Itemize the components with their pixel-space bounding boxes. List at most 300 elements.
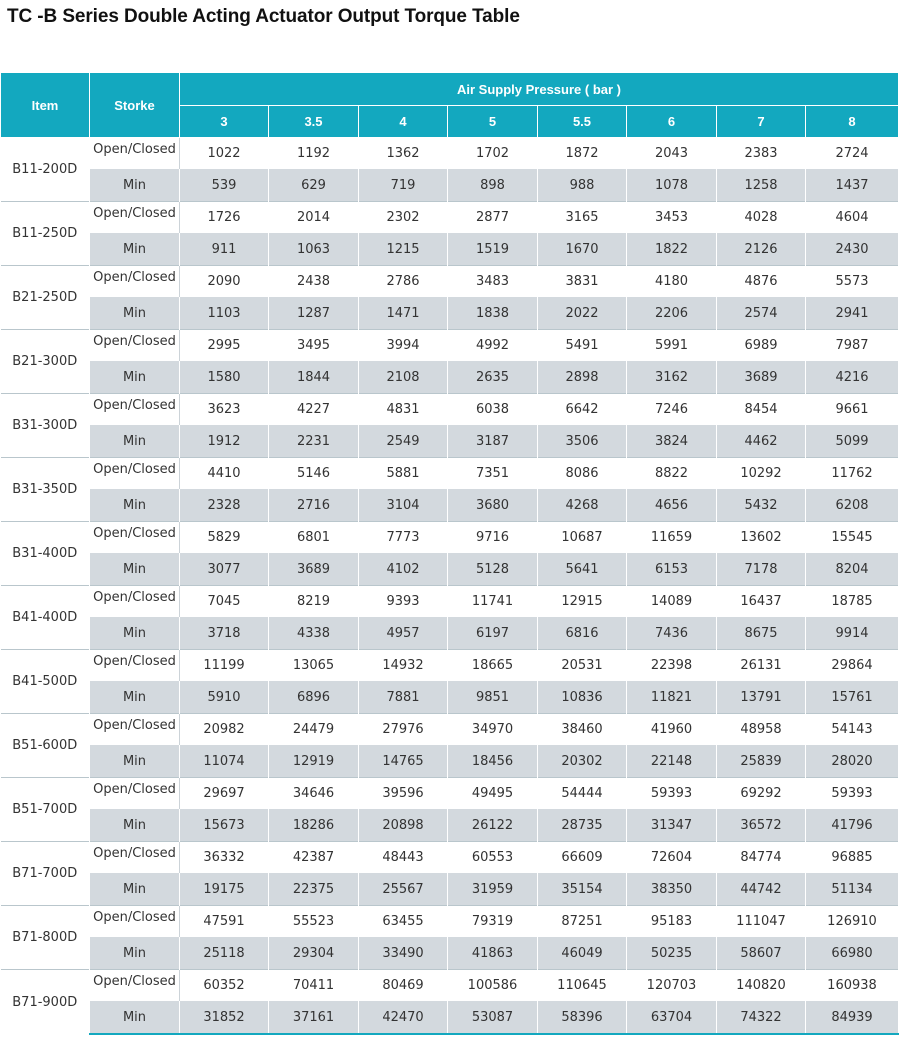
torque-value: 6816 xyxy=(538,617,627,650)
torque-value: 59393 xyxy=(806,778,899,810)
stroke-cell: Min xyxy=(90,681,180,714)
item-cell: B41-500D xyxy=(1,650,90,714)
torque-value: 20302 xyxy=(538,745,627,778)
header-pressure: 6 xyxy=(627,106,717,138)
table-row xyxy=(1,970,899,1002)
torque-value: 1287 xyxy=(269,297,359,330)
torque-value: 18456 xyxy=(448,745,538,778)
torque-value: 51134 xyxy=(806,873,899,906)
torque-value: 11199 xyxy=(180,650,269,682)
table-row xyxy=(1,650,899,682)
torque-value: 3718 xyxy=(180,617,269,650)
torque-value: 14932 xyxy=(359,650,448,682)
torque-value: 29864 xyxy=(806,650,899,682)
torque-value: 3495 xyxy=(269,330,359,362)
torque-value: 29304 xyxy=(269,937,359,970)
torque-value: 3506 xyxy=(538,425,627,458)
torque-value: 4831 xyxy=(359,394,448,426)
stroke-cell: Min xyxy=(90,873,180,906)
torque-value: 54143 xyxy=(806,714,899,746)
torque-value: 41863 xyxy=(448,937,538,970)
torque-value: 11762 xyxy=(806,458,899,490)
table-row xyxy=(1,906,899,938)
torque-value: 24479 xyxy=(269,714,359,746)
torque-value: 18785 xyxy=(806,586,899,618)
torque-value: 84774 xyxy=(717,842,806,874)
torque-value: 5881 xyxy=(359,458,448,490)
stroke-cell: Min xyxy=(90,809,180,842)
torque-value: 2430 xyxy=(806,233,899,266)
stroke-cell: Open/Closed xyxy=(90,970,180,1002)
torque-value: 2574 xyxy=(717,297,806,330)
torque-value: 3623 xyxy=(180,394,269,426)
torque-value: 37161 xyxy=(269,1001,359,1034)
item-cell: B21-300D xyxy=(1,330,90,394)
torque-value: 1580 xyxy=(180,361,269,394)
table-row xyxy=(1,522,899,554)
torque-value: 79319 xyxy=(448,906,538,938)
item-cell: B31-300D xyxy=(1,394,90,458)
stroke-cell: Min xyxy=(90,937,180,970)
torque-value: 120703 xyxy=(627,970,717,1002)
stroke-cell: Min xyxy=(90,425,180,458)
item-cell: B21-250D xyxy=(1,266,90,330)
torque-value: 63704 xyxy=(627,1001,717,1034)
torque-value: 25118 xyxy=(180,937,269,970)
torque-value: 100586 xyxy=(448,970,538,1002)
stroke-cell: Open/Closed xyxy=(90,650,180,682)
stroke-cell: Min xyxy=(90,745,180,778)
torque-value: 5829 xyxy=(180,522,269,554)
torque-value: 5128 xyxy=(448,553,538,586)
torque-value: 6896 xyxy=(269,681,359,714)
torque-value: 3077 xyxy=(180,553,269,586)
stroke-cell: Min xyxy=(90,1001,180,1034)
torque-value: 4216 xyxy=(806,361,899,394)
stroke-cell: Min xyxy=(90,489,180,522)
table-row xyxy=(1,394,899,426)
torque-value: 3831 xyxy=(538,266,627,298)
stroke-cell: Min xyxy=(90,169,180,202)
torque-value: 2108 xyxy=(359,361,448,394)
item-cell: B71-700D xyxy=(1,842,90,906)
torque-value: 22375 xyxy=(269,873,359,906)
torque-value: 629 xyxy=(269,169,359,202)
torque-value: 5099 xyxy=(806,425,899,458)
stroke-cell: Min xyxy=(90,233,180,266)
torque-value: 15545 xyxy=(806,522,899,554)
torque-value: 3104 xyxy=(359,489,448,522)
torque-value: 3187 xyxy=(448,425,538,458)
torque-value: 160938 xyxy=(806,970,899,1002)
table-row xyxy=(1,297,899,330)
torque-value: 42470 xyxy=(359,1001,448,1034)
torque-value: 34646 xyxy=(269,778,359,810)
torque-value: 5491 xyxy=(538,330,627,362)
torque-value: 140820 xyxy=(717,970,806,1002)
torque-value: 7881 xyxy=(359,681,448,714)
torque-value: 22148 xyxy=(627,745,717,778)
table-row xyxy=(1,809,899,842)
torque-value: 4957 xyxy=(359,617,448,650)
torque-value: 60352 xyxy=(180,970,269,1002)
table-row xyxy=(1,873,899,906)
table-row xyxy=(1,681,899,714)
torque-value: 66609 xyxy=(538,842,627,874)
torque-value: 50235 xyxy=(627,937,717,970)
item-cell: B71-800D xyxy=(1,906,90,970)
torque-value: 18665 xyxy=(448,650,538,682)
table-row xyxy=(1,714,899,746)
torque-value: 2898 xyxy=(538,361,627,394)
table-row xyxy=(1,266,899,298)
torque-value: 72604 xyxy=(627,842,717,874)
item-cell: B31-400D xyxy=(1,522,90,586)
item-cell: B51-600D xyxy=(1,714,90,778)
torque-value: 3165 xyxy=(538,202,627,234)
torque-value: 2724 xyxy=(806,138,899,170)
torque-value: 20982 xyxy=(180,714,269,746)
torque-value: 7773 xyxy=(359,522,448,554)
torque-value: 20898 xyxy=(359,809,448,842)
header-pressure: 5.5 xyxy=(538,106,627,138)
torque-value: 31852 xyxy=(180,1001,269,1034)
torque-value: 1912 xyxy=(180,425,269,458)
torque-value: 3689 xyxy=(269,553,359,586)
torque-value: 2022 xyxy=(538,297,627,330)
torque-value: 911 xyxy=(180,233,269,266)
stroke-cell: Open/Closed xyxy=(90,522,180,554)
torque-value: 1844 xyxy=(269,361,359,394)
table-row xyxy=(1,425,899,458)
torque-value: 42387 xyxy=(269,842,359,874)
torque-value: 5146 xyxy=(269,458,359,490)
torque-value: 1872 xyxy=(538,138,627,170)
torque-value: 1437 xyxy=(806,169,899,202)
torque-value: 49495 xyxy=(448,778,538,810)
torque-value: 3483 xyxy=(448,266,538,298)
torque-value: 28020 xyxy=(806,745,899,778)
torque-value: 11074 xyxy=(180,745,269,778)
stroke-cell: Min xyxy=(90,361,180,394)
header-item: Item xyxy=(1,73,90,138)
torque-value: 4180 xyxy=(627,266,717,298)
torque-value: 41960 xyxy=(627,714,717,746)
torque-value: 35154 xyxy=(538,873,627,906)
header-air-supply-pressure: Air Supply Pressure ( bar ) xyxy=(180,73,899,106)
torque-value: 1702 xyxy=(448,138,538,170)
torque-value: 8822 xyxy=(627,458,717,490)
torque-value: 2328 xyxy=(180,489,269,522)
torque-value: 22398 xyxy=(627,650,717,682)
torque-value: 14765 xyxy=(359,745,448,778)
item-cell: B41-400D xyxy=(1,586,90,650)
torque-value: 4876 xyxy=(717,266,806,298)
torque-value: 1362 xyxy=(359,138,448,170)
torque-value: 1471 xyxy=(359,297,448,330)
table-row xyxy=(1,842,899,874)
torque-value: 54444 xyxy=(538,778,627,810)
torque-value: 10292 xyxy=(717,458,806,490)
torque-value: 11741 xyxy=(448,586,538,618)
stroke-cell: Open/Closed xyxy=(90,842,180,874)
torque-value: 11659 xyxy=(627,522,717,554)
header-stroke: Storke xyxy=(90,73,180,138)
torque-value: 53087 xyxy=(448,1001,538,1034)
header-pressure: 7 xyxy=(717,106,806,138)
torque-value: 13791 xyxy=(717,681,806,714)
table-row xyxy=(1,330,899,362)
torque-value: 4992 xyxy=(448,330,538,362)
torque-value: 7987 xyxy=(806,330,899,362)
torque-value: 95183 xyxy=(627,906,717,938)
torque-value: 9914 xyxy=(806,617,899,650)
torque-value: 2014 xyxy=(269,202,359,234)
header-pressure: 3.5 xyxy=(269,106,359,138)
torque-value: 41796 xyxy=(806,809,899,842)
torque-value: 47591 xyxy=(180,906,269,938)
torque-value: 2383 xyxy=(717,138,806,170)
item-cell: B11-250D xyxy=(1,202,90,266)
torque-value: 8219 xyxy=(269,586,359,618)
torque-value: 1726 xyxy=(180,202,269,234)
stroke-cell: Min xyxy=(90,617,180,650)
torque-value: 8454 xyxy=(717,394,806,426)
torque-value: 25839 xyxy=(717,745,806,778)
torque-value: 126910 xyxy=(806,906,899,938)
torque-value: 6642 xyxy=(538,394,627,426)
torque-value: 11821 xyxy=(627,681,717,714)
torque-value: 1258 xyxy=(717,169,806,202)
torque-value: 26131 xyxy=(717,650,806,682)
header-pressure: 3 xyxy=(180,106,269,138)
torque-value: 7045 xyxy=(180,586,269,618)
torque-value: 27976 xyxy=(359,714,448,746)
torque-value: 6038 xyxy=(448,394,538,426)
torque-value: 3680 xyxy=(448,489,538,522)
torque-value: 2877 xyxy=(448,202,538,234)
torque-value: 988 xyxy=(538,169,627,202)
torque-value: 13602 xyxy=(717,522,806,554)
torque-value: 4410 xyxy=(180,458,269,490)
torque-value: 28735 xyxy=(538,809,627,842)
stroke-cell: Open/Closed xyxy=(90,202,180,234)
torque-value: 16437 xyxy=(717,586,806,618)
torque-value: 6208 xyxy=(806,489,899,522)
torque-value: 87251 xyxy=(538,906,627,938)
stroke-cell: Open/Closed xyxy=(90,330,180,362)
torque-value: 1838 xyxy=(448,297,538,330)
torque-value: 34970 xyxy=(448,714,538,746)
stroke-cell: Min xyxy=(90,297,180,330)
torque-value: 5641 xyxy=(538,553,627,586)
torque-value: 10687 xyxy=(538,522,627,554)
torque-value: 2438 xyxy=(269,266,359,298)
torque-value: 46049 xyxy=(538,937,627,970)
table-row xyxy=(1,202,899,234)
torque-value: 110645 xyxy=(538,970,627,1002)
torque-value: 5573 xyxy=(806,266,899,298)
torque-value: 1822 xyxy=(627,233,717,266)
torque-value: 26122 xyxy=(448,809,538,842)
torque-value: 2206 xyxy=(627,297,717,330)
torque-value: 31959 xyxy=(448,873,538,906)
torque-table xyxy=(0,72,899,1035)
stroke-cell: Open/Closed xyxy=(90,394,180,426)
torque-value: 5432 xyxy=(717,489,806,522)
torque-value: 15761 xyxy=(806,681,899,714)
torque-value: 7351 xyxy=(448,458,538,490)
torque-value: 2302 xyxy=(359,202,448,234)
table-row xyxy=(1,489,899,522)
torque-value: 9851 xyxy=(448,681,538,714)
torque-value: 8204 xyxy=(806,553,899,586)
torque-value: 36332 xyxy=(180,842,269,874)
torque-value: 1519 xyxy=(448,233,538,266)
torque-value: 63455 xyxy=(359,906,448,938)
torque-value: 2549 xyxy=(359,425,448,458)
torque-value: 4462 xyxy=(717,425,806,458)
torque-value: 4268 xyxy=(538,489,627,522)
torque-value: 6989 xyxy=(717,330,806,362)
torque-value: 6801 xyxy=(269,522,359,554)
item-cell: B51-700D xyxy=(1,778,90,842)
torque-value: 719 xyxy=(359,169,448,202)
torque-value: 4227 xyxy=(269,394,359,426)
torque-value: 48443 xyxy=(359,842,448,874)
torque-value: 2716 xyxy=(269,489,359,522)
torque-value: 20531 xyxy=(538,650,627,682)
torque-value: 74322 xyxy=(717,1001,806,1034)
torque-value: 48958 xyxy=(717,714,806,746)
torque-value: 1192 xyxy=(269,138,359,170)
torque-value: 70411 xyxy=(269,970,359,1002)
torque-value: 1103 xyxy=(180,297,269,330)
torque-value: 19175 xyxy=(180,873,269,906)
torque-value: 1022 xyxy=(180,138,269,170)
table-row xyxy=(1,1001,899,1034)
torque-value: 4656 xyxy=(627,489,717,522)
table-row xyxy=(1,778,899,810)
torque-value: 18286 xyxy=(269,809,359,842)
item-cell: B71-900D xyxy=(1,970,90,1035)
table-row xyxy=(1,169,899,202)
torque-value: 3994 xyxy=(359,330,448,362)
stroke-cell: Open/Closed xyxy=(90,266,180,298)
stroke-cell: Open/Closed xyxy=(90,778,180,810)
torque-value: 38460 xyxy=(538,714,627,746)
torque-value: 4604 xyxy=(806,202,899,234)
torque-value: 4338 xyxy=(269,617,359,650)
torque-value: 12915 xyxy=(538,586,627,618)
torque-value: 2090 xyxy=(180,266,269,298)
torque-value: 39596 xyxy=(359,778,448,810)
torque-value: 15673 xyxy=(180,809,269,842)
header-pressure: 8 xyxy=(806,106,899,138)
torque-value: 80469 xyxy=(359,970,448,1002)
header-pressure: 4 xyxy=(359,106,448,138)
torque-value: 3162 xyxy=(627,361,717,394)
torque-value: 29697 xyxy=(180,778,269,810)
torque-value: 44742 xyxy=(717,873,806,906)
table-row xyxy=(1,937,899,970)
table-row xyxy=(1,553,899,586)
table-row xyxy=(1,233,899,266)
torque-value: 1215 xyxy=(359,233,448,266)
table-row xyxy=(1,745,899,778)
torque-value: 4028 xyxy=(717,202,806,234)
page-title: TC -B Series Double Acting Actuator Output Torque Table xyxy=(7,6,520,27)
torque-value: 2941 xyxy=(806,297,899,330)
torque-value: 539 xyxy=(180,169,269,202)
torque-value: 6153 xyxy=(627,553,717,586)
torque-value: 58607 xyxy=(717,937,806,970)
torque-value: 55523 xyxy=(269,906,359,938)
table-row xyxy=(1,458,899,490)
table-row xyxy=(1,361,899,394)
torque-value: 5910 xyxy=(180,681,269,714)
table-row xyxy=(1,617,899,650)
torque-value: 60553 xyxy=(448,842,538,874)
stroke-cell: Min xyxy=(90,553,180,586)
stroke-cell: Open/Closed xyxy=(90,714,180,746)
torque-value: 2635 xyxy=(448,361,538,394)
torque-value: 3824 xyxy=(627,425,717,458)
torque-value: 33490 xyxy=(359,937,448,970)
torque-value: 10836 xyxy=(538,681,627,714)
stroke-cell: Open/Closed xyxy=(90,586,180,618)
stroke-cell: Open/Closed xyxy=(90,138,180,170)
torque-value: 38350 xyxy=(627,873,717,906)
table-row xyxy=(1,586,899,618)
torque-value: 4102 xyxy=(359,553,448,586)
torque-value: 31347 xyxy=(627,809,717,842)
torque-value: 2043 xyxy=(627,138,717,170)
torque-value: 1063 xyxy=(269,233,359,266)
item-cell: B31-350D xyxy=(1,458,90,522)
torque-value: 69292 xyxy=(717,778,806,810)
torque-value: 3453 xyxy=(627,202,717,234)
torque-value: 6197 xyxy=(448,617,538,650)
torque-value: 2786 xyxy=(359,266,448,298)
torque-value: 96885 xyxy=(806,842,899,874)
torque-value: 25567 xyxy=(359,873,448,906)
torque-value: 59393 xyxy=(627,778,717,810)
torque-value: 1670 xyxy=(538,233,627,266)
torque-value: 2231 xyxy=(269,425,359,458)
torque-value: 1078 xyxy=(627,169,717,202)
torque-value: 12919 xyxy=(269,745,359,778)
torque-value: 898 xyxy=(448,169,538,202)
stroke-cell: Open/Closed xyxy=(90,458,180,490)
torque-value: 13065 xyxy=(269,650,359,682)
torque-value: 8086 xyxy=(538,458,627,490)
torque-value: 9716 xyxy=(448,522,538,554)
torque-value: 7436 xyxy=(627,617,717,650)
torque-value: 7178 xyxy=(717,553,806,586)
torque-value: 66980 xyxy=(806,937,899,970)
table-row xyxy=(1,138,899,170)
torque-value: 2126 xyxy=(717,233,806,266)
stroke-cell: Open/Closed xyxy=(90,906,180,938)
torque-value: 3689 xyxy=(717,361,806,394)
torque-value: 58396 xyxy=(538,1001,627,1034)
torque-value: 36572 xyxy=(717,809,806,842)
torque-value: 2995 xyxy=(180,330,269,362)
torque-value: 7246 xyxy=(627,394,717,426)
item-cell: B11-200D xyxy=(1,138,90,202)
torque-value: 5991 xyxy=(627,330,717,362)
